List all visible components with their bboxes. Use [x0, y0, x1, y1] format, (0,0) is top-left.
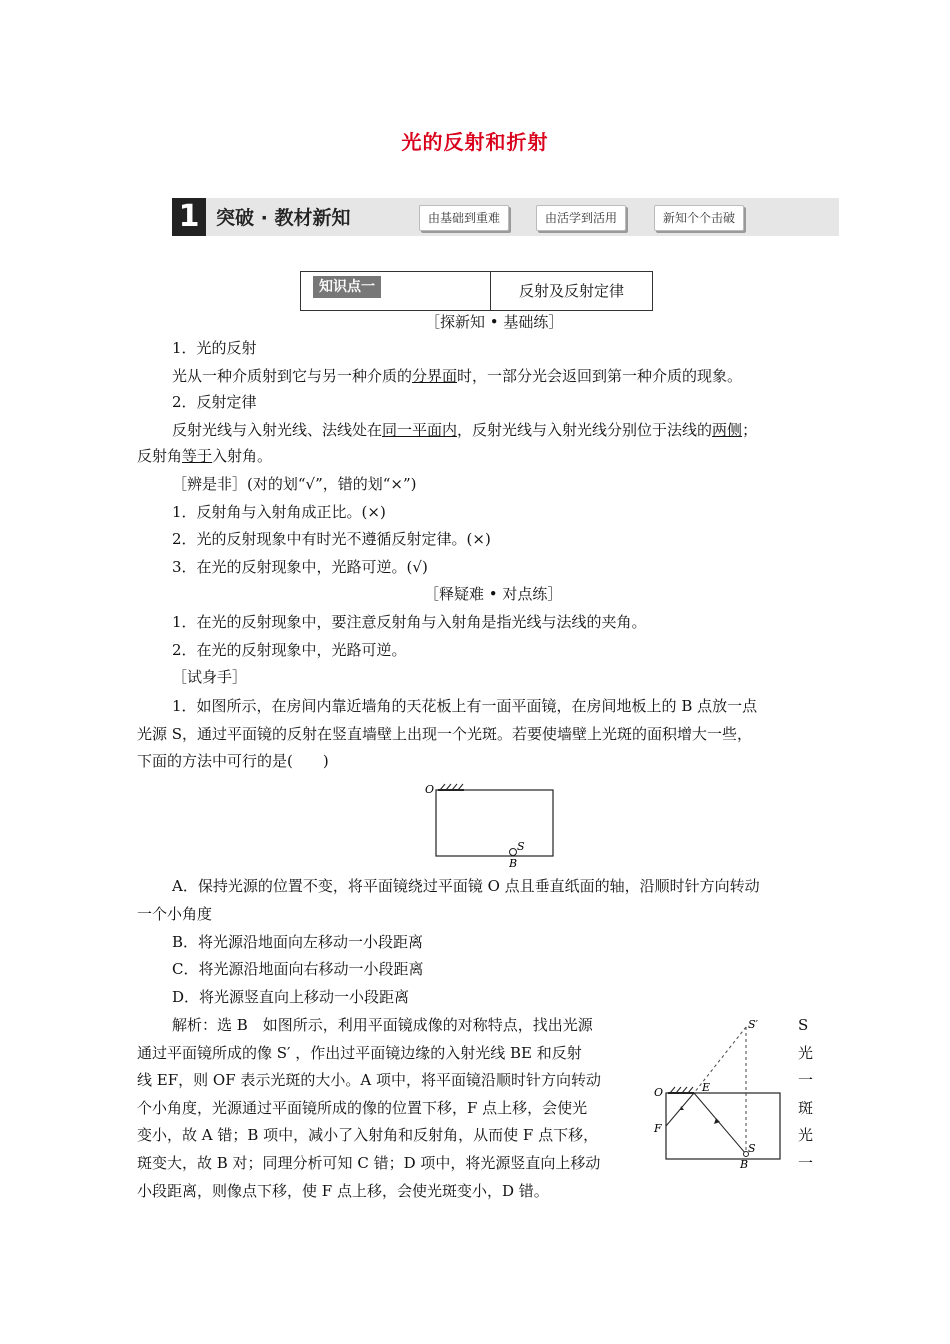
question-text: 1．如图所示，在房间内靠近墙角的天花板上有一面平面镜，在房间地板上的 B 点放一点	[172, 697, 758, 715]
solution-text: 解析：选 B 如图所示，利用平面镜成像的对称特点，找出光源	[172, 1016, 593, 1034]
label-s: S	[517, 840, 525, 853]
label-o: O	[654, 1086, 664, 1099]
subheading-explore: ［探新知 • 基础练］	[425, 313, 564, 331]
knowledge-point-label-box	[300, 271, 491, 311]
solution-text: 线 EF，则 OF 表示光斑的大小。A 项中，将平面镜沿顺时针方向转动	[137, 1071, 601, 1089]
side-char: 一	[798, 1071, 814, 1089]
option-a: A．保持光源的位置不变，将平面镜绕过平面镜 O 点且垂直纸面的轴，沿顺时针方向转动	[172, 877, 760, 895]
label-f: F	[654, 1122, 662, 1135]
label-e: E	[702, 1081, 711, 1094]
text-line: 光从一种介质射到它与另一种介质的分界面时，一部分光会返回到第一种介质的现象。	[172, 367, 743, 385]
solution-text: 通过平面镜所成的像 S′ ，作出过平面镜边缘的入射光线 BE 和反射	[137, 1044, 582, 1062]
question-text: 下面的方法中可行的是( )	[137, 752, 329, 770]
side-char: S	[798, 1016, 809, 1034]
option-c: C．将光源沿地面向右移动一小段距离	[172, 960, 424, 978]
text-line: 反射角等于入射角。	[137, 447, 273, 465]
solution-text: 小段距离，则像点下移，使 F 点上移，会使光斑变小，D 错。	[137, 1182, 549, 1200]
text-line: 2．反射定律	[172, 393, 257, 411]
text-line: 1．反射角与入射角成正比。(×)	[172, 503, 386, 521]
subheading-try: ［试身手］	[172, 668, 248, 686]
underlined-term: 两侧	[712, 421, 743, 439]
question-text: 光源 S，通过平面镜的反射在竖直墙壁上出现一个光斑。若要使墙壁上光斑的面积增大一些，	[137, 725, 753, 743]
label-s-prime: S′	[748, 1018, 759, 1031]
option-d: D．将光源竖直向上移动一小段距离	[172, 988, 410, 1006]
text-line: 1．光的反射	[172, 339, 257, 357]
text-line: 2．光的反射现象中有时光不遵循反射定律。(×)	[172, 530, 491, 548]
subheading-clarify: ［释疑难 • 对点练］	[424, 585, 563, 603]
underlined-term: 分界面	[412, 367, 458, 385]
side-char: 光	[798, 1126, 814, 1144]
solution-text: 变小，故 A 错；B 项中，减小了入射角和反射角，从而使 F 点下移，	[137, 1126, 599, 1144]
room-diagram	[420, 778, 560, 870]
side-char: 一	[798, 1154, 814, 1172]
label-b: B	[509, 857, 518, 870]
side-char: 斑	[798, 1099, 814, 1117]
subheading-true-false: ［辨是非］(对的划“√”，错的划“×”)	[172, 475, 417, 493]
knowledge-point-topic: 反射及反射定律	[490, 271, 653, 311]
pill-learn-to-apply: 由活学到活用	[536, 205, 626, 231]
underlined-term: 等于	[182, 447, 213, 465]
knowledge-point-label: 知识点一	[313, 276, 381, 298]
section-title: 突破 · 教材新知	[216, 207, 351, 229]
solution-diagram	[650, 1014, 790, 1174]
label-o: O	[425, 783, 435, 796]
text-line: 3．在光的反射现象中，光路可逆。(√)	[172, 558, 428, 576]
label-s: S	[748, 1142, 756, 1155]
section-banner	[172, 198, 839, 236]
pill-knowledge-breakthrough: 新知个个击破	[654, 205, 744, 231]
option-a-cont: 一个小角度	[137, 905, 213, 923]
text-line: 1．在光的反射现象中，要注意反射角与入射角是指光线与法线的夹角。	[172, 613, 647, 631]
solution-text: 个小角度，光源通过平面镜所成的像的位置下移，F 点上移，会使光	[137, 1099, 588, 1117]
text-line: 反射光线与入射光线、法线处在同一平面内，反射光线与入射光线分别位于法线的两侧；	[172, 421, 758, 439]
label-b: B	[740, 1158, 749, 1171]
side-char: 光	[798, 1044, 814, 1062]
pill-basic-to-hard: 由基础到重难	[419, 205, 509, 231]
option-b: B．将光源沿地面向左移动一小段距离	[172, 933, 424, 951]
solution-text: 斑变大，故 B 对；同理分析可知 C 错；D 项中，将光源竖直向上移动	[137, 1154, 601, 1172]
page-title: 光的反射和折射	[401, 130, 549, 154]
section-number: 1	[172, 198, 206, 236]
knowledge-point-header	[300, 271, 653, 311]
underlined-term: 同一平面内	[382, 421, 458, 439]
text-line: 2．在光的反射现象中，光路可逆。	[172, 641, 407, 659]
